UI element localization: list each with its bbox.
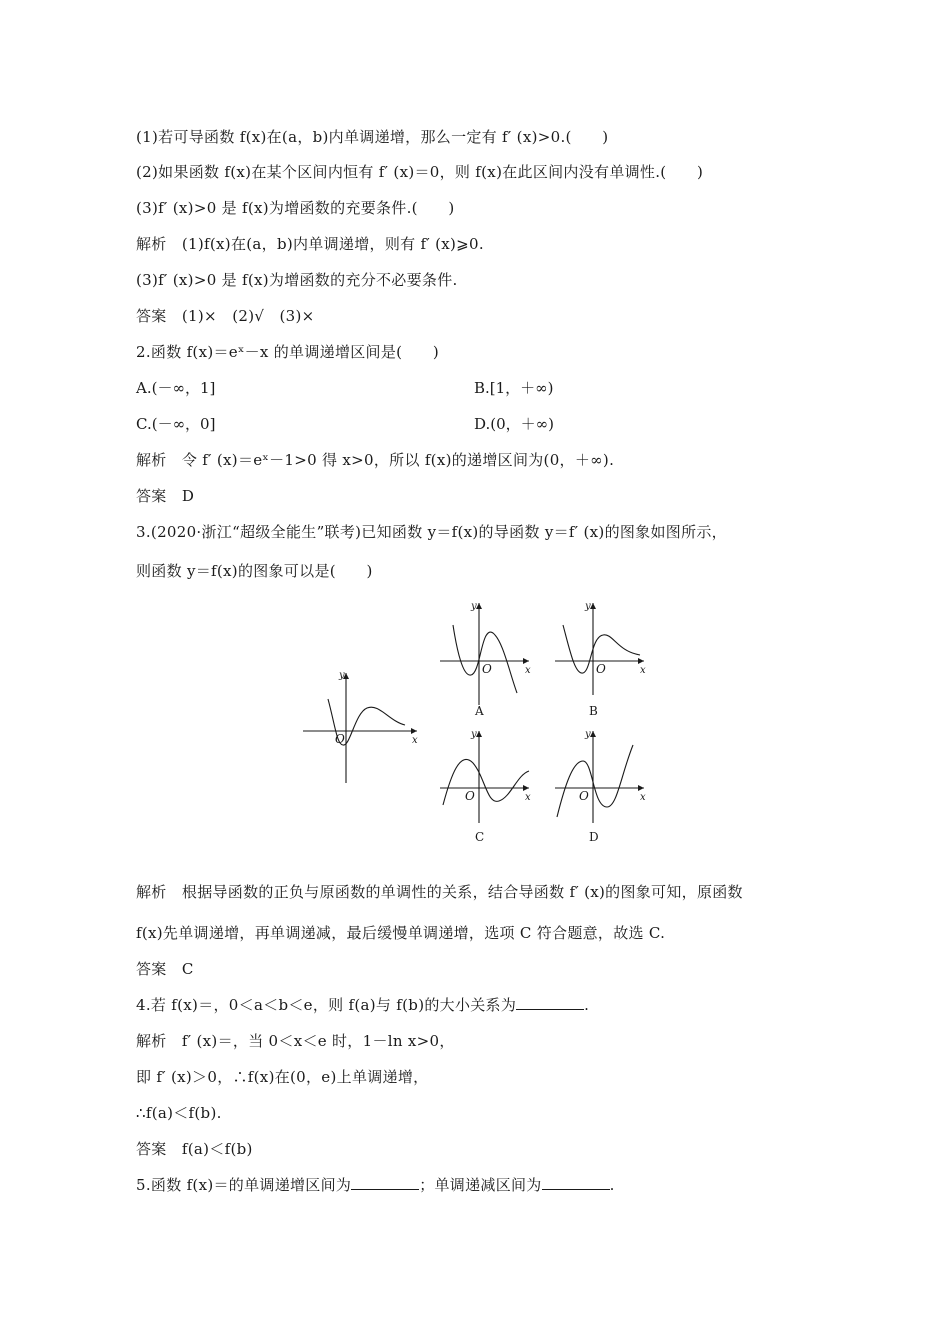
caption-c: C <box>475 830 485 844</box>
q5-decreasing-blank[interactable] <box>542 1175 610 1190</box>
option-b: B.[1，＋∞) <box>474 379 554 397</box>
label-origin-c: O <box>465 789 475 803</box>
label-x-main: x <box>412 735 418 746</box>
q5-end: . <box>609 1176 615 1194</box>
label-x-b: x <box>640 665 646 676</box>
label-origin-a: O <box>482 662 492 676</box>
label-x-d: x <box>640 792 646 803</box>
question-5 <box>136 1174 615 1196</box>
question-4 <box>136 994 589 1016</box>
line-6: 答案 (1)× (2)√ (3)× <box>136 307 315 325</box>
curve-a <box>453 625 517 693</box>
caption-a: A <box>475 704 484 718</box>
line-17: ∴f(a)＜f(b). <box>136 1104 222 1122</box>
q4-end: . <box>584 996 590 1014</box>
line-3: (3)f′ (x)>0 是 f(x)为增函数的充要条件.( ) <box>136 199 455 217</box>
label-y-a: y <box>471 601 477 612</box>
label-x-c: x <box>525 792 531 803</box>
line-16: 即 f′ (x)＞0，∴f(x)在(0，e)上单调递增， <box>136 1068 429 1086</box>
option-a: A.(－∞，1] <box>136 379 216 397</box>
q5-mid: ；单调递减区间为 <box>419 1176 542 1194</box>
line-13: f(x)先单调递增，再单调递减，最后缓慢单调递增，选项 C 符合题意，故选 C. <box>136 924 666 942</box>
label-y-b: y <box>585 601 591 612</box>
caption-d: D <box>589 830 599 844</box>
graphs-svg <box>295 595 655 855</box>
label-y-d: y <box>585 729 591 740</box>
line-9: 答案 D <box>136 487 195 505</box>
line-12: 解析 根据导函数的正负与原函数的单调性的关系，结合导函数 f′ (x)的图象可知，原函数 <box>136 883 743 901</box>
line-5: (3)f′ (x)>0 是 f(x)为增函数的充分不必要条件. <box>136 271 458 289</box>
line-11: 则函数 y＝f(x)的图象可以是( ) <box>136 562 373 580</box>
line-18: 答案 f(a)＜f(b) <box>136 1140 253 1158</box>
label-origin-b: O <box>596 662 606 676</box>
option-c: C.(－∞，0] <box>136 415 216 433</box>
line-1: (1)若可导函数 f(x)在(a，b)内单调递增，那么一定有 f′ (x)>0.( ) <box>136 128 609 146</box>
line-14: 答案 C <box>136 960 194 978</box>
line-4: 解析 (1)f(x)在(a，b)内单调递增，则有 f′ (x)⩾0. <box>136 235 484 253</box>
label-x-a: x <box>525 665 531 676</box>
label-origin-d: O <box>579 789 589 803</box>
q4-answer-blank[interactable] <box>516 995 584 1010</box>
line-10: 3.(2020·浙江“超级全能生”联考)已知函数 y＝f(x)的导函数 y＝f′ (x)的图象如图所示， <box>136 523 727 541</box>
line-2: (2)如果函数 f(x)在某个区间内恒有 f′ (x)＝0，则 f(x)在此区间内没有单调性.( ) <box>136 163 704 181</box>
option-d: D.(0，＋∞) <box>474 415 555 433</box>
q5-increasing-blank[interactable] <box>351 1175 419 1190</box>
function-graphs-figure <box>295 595 655 855</box>
curve-c <box>443 759 529 805</box>
q4-text: 4.若 f(x)＝，0＜a＜b＜e，则 f(a)与 f(b)的大小关系为 <box>136 996 517 1014</box>
q5-text: 5.函数 f(x)＝的单调递增区间为 <box>136 1176 352 1194</box>
line-15: 解析 f′ (x)＝，当 0＜x＜e 时，1－ln x>0， <box>136 1032 455 1050</box>
curve-d <box>557 745 633 817</box>
label-origin-main: O <box>335 732 345 746</box>
line-8: 解析 令 f′ (x)＝eˣ－1>0 得 x>0，所以 f(x)的递增区间为(0，＋∞). <box>136 451 615 469</box>
caption-b: B <box>589 704 598 718</box>
label-y-main: y <box>339 670 345 681</box>
label-y-c: y <box>471 729 477 740</box>
line-7: 2.函数 f(x)＝eˣ－x 的单调递增区间是( ) <box>136 343 440 361</box>
